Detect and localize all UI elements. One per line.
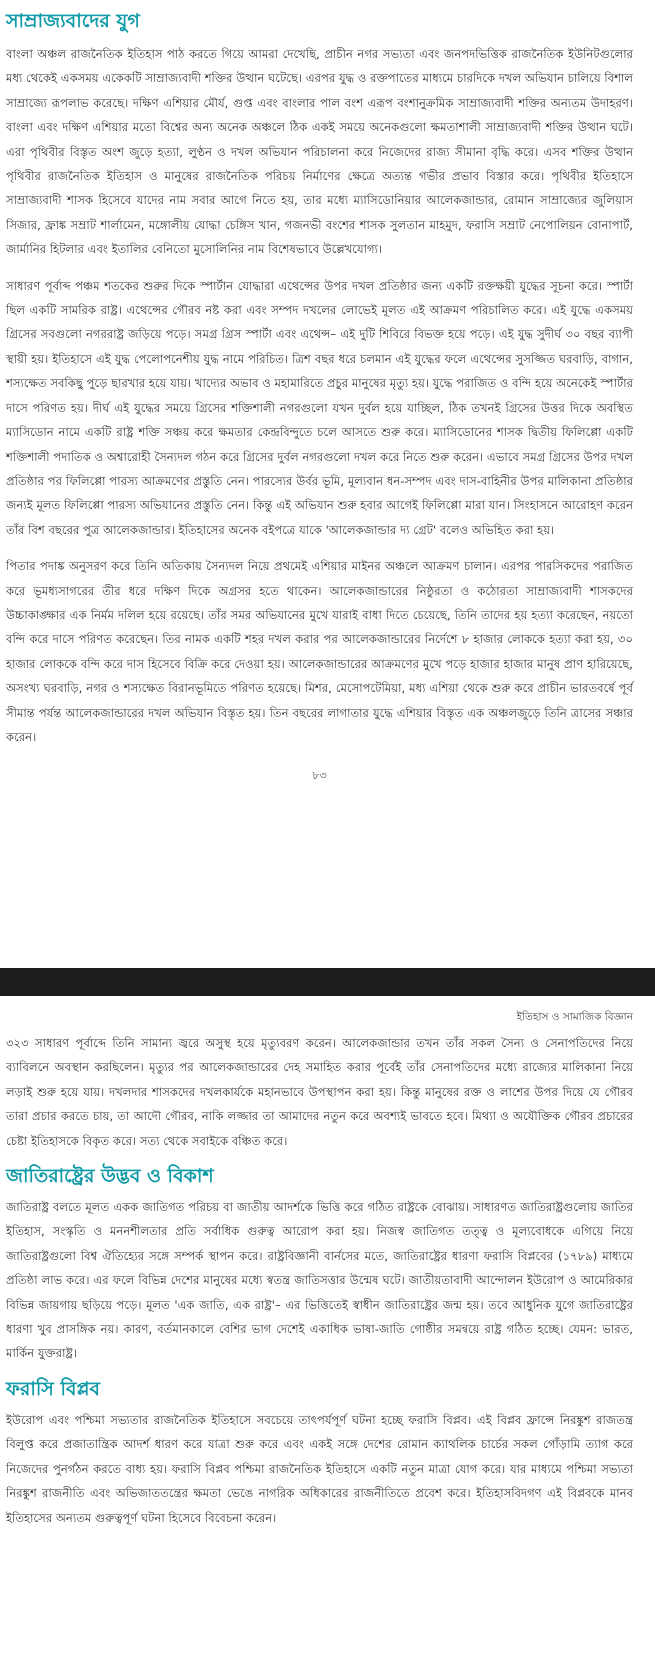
paragraph-imperialism-intro: বাংলা অঞ্চল রাজনৈতিক ইতিহাস পাঠ করতে গিয়ে আমরা দেখেছি, প্রাচীন নগর সভ্যতা এবং জনপদভিত্তিক রাজনৈতিক ইউনিটগুলোর মধ্য থেকেই একসময় একেকটি সাম্রাজ্যবাদী শক্তির উত্থান ঘটেছে। এরপর যুদ্ধ ও রক্তপাতের মাধ্যমে চারদিকে দখল অভিযান চালিয়ে বিশাল সাম্রাজ্যে রূপলাভ করেছে। দক্ষিণ এশিয়ার মৌর্য, গুপ্ত এবং বাংলার পাল বংশ এরূপ বংশানুক্রমিক সাম্রাজ্যবাদী শক্তির অন্যতম উদাহরণ। বাংলা এবং দক্ষিণ এশিয়ার মতো বিশ্বের অন্য অনেক অঞ্চলে ঠিক একই সময়ে অনেকগুলো ক্ষমতাশালী সাম্রাজ্যবাদী শক্তির উত্থান ঘটে। এরা পৃথিবীর বিস্তৃত অংশ জুড়ে হত্যা, লুণ্ঠন ও দখল অভিযান পরিচালনা করে নিজেদের রাজ্য সীমানা বৃদ্ধি করে। এসব শক্তির উত্থান পৃথিবীর রাজনৈতিক ইতিহাস ও মানুষের রাজনৈতিক পরিচয় নির্মাণের ক্ষেত্রে অত্যন্ত গভীর প্রভাব বিস্তার করে। পৃথিবীর ইতিহাসে সাম্রাজ্যবাদী শাসক হিসেবে যাদের নাম সবার আগে নিতে হয়, তার মধ্যে ম্যাসিডোনিয়ার আলেকজান্ডার, রোমান সাম্রাজ্যের জুলিয়াস সিজার, ফ্রাঙ্ক সম্রাট শার্লামেন, মঙ্গোলীয় যোদ্ধা চেঙ্গিস খান, গজনভী বংশের শাসক সুলতান মাহমুদ, ফরাসি সম্রাট নেপোলিয়ন বোনাপার্ট, জার্মানির হিটলার এবং ইতালির বেনিতো মুসোলিনির নাম বিশেষভাবে উল্লেখযোগ্য।	[6, 47, 634, 257]
book-page-84	[0, 996, 655, 1673]
page-number: ৮৩	[312, 769, 327, 783]
paragraph-french-revolution: ইউরোপ এবং পশ্চিমা সভ্যতার রাজনৈতিক ইতিহাসে সবচেয়ে তাৎপর্যপূর্ণ ঘটনা হচ্ছে ফরাসি বিপ্লব। এই বিপ্লব ফ্রান্সে নিরঙ্কুশ রাজতন্ত্র বিলুপ্ত করে প্রজাতান্ত্রিক আদর্শ ধারণ করে যাত্রা শুরু করে এবং একই সঙ্গে দেশের রোমান ক্যাথলিক চার্চের সকল গোঁড়ামি ত্যাগ করে নিজেদের পুনর্গঠন করতে বাধ্য হয়। ফরাসি বিপ্লব পশ্চিমা রাজনৈতিক ইতিহাসে একটি নতুন মাত্রা যোগ করে। যার মাধ্যমে পশ্চিমা সভ্যতা নিরঙ্কুশ রাজনীতি এবং অভিজাততন্ত্রের ক্ষমতা ভেঙে নাগরিক অধিকারের রাজনীতিতে প্রবেশ করে। ইতিহাসবিদগণ এই বিপ্লবকে মানব ইতিহাসের অন্যতম গুরুত্বপূর্ণ ঘটনা হিসেবে বিবেচনা করেন।	[6, 1412, 633, 1525]
paragraph-alexander-campaign: পিতার পদাঙ্ক অনুসরণ করে তিনি অতিকায় সৈন্যদল নিয়ে প্রথমেই এশিয়ার মাইনর অঞ্চলে আক্রমণ চালান। এরপর পারসিকদের পরাজিত করে ভূমধ্যসাগরের তীর ধরে দক্ষিণ দিকে অগ্রসর হতে থাকেন। আলেকজান্ডারের নিষ্ঠুরতা ও কঠোরতা সাম্রাজ্যবাদী শাসকদের উচ্চাকাঙ্ক্ষার এক নির্মম দলিল হয়ে রয়েছে। তাঁর সমর অভিযানের মুখে যারাই বাধা দিতে চেয়েছে, তিনি তাদের হয় হত্যা করেছেন, নয়তো বন্দি করে দাসে পরিণত করেছেন। তির নামক একটি শহর দখল করার পর আলেকজান্ডারের নির্দেশে ৮ হাজার লোককে হত্যা করা হয়, ৩০ হাজার লোককে বন্দি করে দাস হিসেবে বিক্রি করে দেওয়া হয়। আলেকজান্ডারের আক্রমণের মুখে পড়ে হাজার হাজার মানুষ প্রাণ হারিয়েছে, অসংখ্য ঘরবাড়ি, নগর ও শস্যক্ষেত বিরানভূমিতে পরিণত হয়েছে। মিশর, মেসোপটেমিয়া, মধ্য এশিয়া থেকে শুরু করে প্রাচীন ভারতবর্ষে পূর্ব সীমান্ত পর্যন্ত আলেকজান্ডারের দখল অভিযান বিস্তৃত হয়। তিন বছরের লাগাতার যুদ্ধে এশিয়ার বিস্তৃত এক অঞ্চলজুড়ে তিনি ত্রাসের সঞ্চার করেন।	[6, 559, 633, 744]
paragraph-peloponnesian-war: সাধারণ পূর্বাব্দ পঞ্চম শতকের শুরুর দিকে স্পার্টান যোদ্ধারা এথেন্সের উপর দখল প্রতিষ্ঠার জন্য একটি রক্তক্ষয়ী যুদ্ধের সূচনা করে। স্পার্টা ছিল একটি সামরিক রাষ্ট্র। এথেন্সের গৌরব নষ্ট করা এবং সম্পদ দখলের লোভেই মূলত এই আক্রমণ পরিচালিত করে। এই যুদ্ধে একসময় গ্রিসের সবগুলো নগররাষ্ট্র জড়িয়ে পড়ে। সমগ্র গ্রিস স্পার্টা এবং এথেন্স– এই দুটি শিবিরে বিভক্ত হয়ে পড়ে। এই যুদ্ধ সুদীর্ঘ ৩০ বছর ব্যাপী স্থায়ী হয়। ইতিহাসে এই যুদ্ধ পেলোপনেশীয় যুদ্ধ নামে পরিচিত। ত্রিশ বছর ধরে চলমান এই যুদ্ধের ফলে এথেন্সের সুসজ্জিত ঘরবাড়ি, বাগান, শস্যক্ষেত সবকিছু পুড়ে ছারখার হয়ে যায়। খাদ্যের অভাব ও মহামারিতে প্রচুর মানুষের মৃত্যু হয়। যুদ্ধে পরাজিত ও বন্দি হয়ে অনেকেই স্পার্টার দাসে পরিণত হয়। দীর্ঘ এই যুদ্ধের সময়ে গ্রিসের শক্তিশালী নগরগুলো যখন দুর্বল হয়ে যাচ্ছিল, ঠিক তখনই গ্রিসের উত্তর দিকে অবস্থিত ম্যাসিডোন নামে একটি রাষ্ট্র শক্তি সঞ্চয় করে ক্ষমতার কেন্দ্রবিন্দুতে চলে আসতে শুরু করে। ম্যাসিডোনের শাসক দ্বিতীয় ফিলিপ্পো একটি শক্তিশালী পদাতিক ও অশ্বারোহী সৈন্যদল গঠন করে গ্রিসের দুর্বল নগরগুলো দখল করে নিতে শুরু করেন। এভাবে সমগ্র গ্রিসের উপর দখল প্রতিষ্ঠার পর ফিলিপ্পো পারস্য আক্রমণের প্রস্তুতি নেন। পারস্যের উর্বর ভূমি, মূল্যবান ধন-সম্পদ এবং দাস-বাহিনীর উপর মালিকানা প্রতিষ্ঠার জন্যই মূলত ফিলিপ্পো পারস্য অভিযানের প্রস্তুতি নেন। কিন্তু এই অভিযান শুরু হবার আগেই ফিলিপ্পো মারা যান। সিংহাসনে আরোহণ করেন তাঁর বিশ বছরের পুত্র আলেকজান্ডার। ইতিহাসের অনেক বইপত্রে যাকে 'আলেকজান্ডার দ্য গ্রেট' বলেও অভিহিত করা হয়।	[6, 278, 633, 537]
running-header: ইতিহাস ও সামাজিক বিজ্ঞান	[516, 1011, 633, 1023]
section-title-imperialism: সাম্রাজ্যবাদের যুগ	[6, 10, 140, 32]
section-title-nation-state: জাতিরাষ্ট্রের উদ্ভব ও বিকাশ	[6, 1165, 214, 1188]
page-separator	[0, 968, 655, 996]
section-title-french-revolution: ফরাসি বিপ্লব	[6, 1377, 101, 1400]
paragraph-alexander-death: ৩২৩ সাধারণ পূর্বাব্দে তিনি সামান্য জ্বরে অসুস্থ হয়ে মৃত্যুবরণ করেন। আলেকজান্ডার তখন তাঁর সকল সৈন্য ও সেনাপতিদের নিয়ে ব্যাবিলনে অবস্থান করছিলেন। মৃত্যুর পর আলেকজান্ডারের দেহ সমাহিত করার পূর্বেই তাঁর সেনাপতিদের মধ্যে রাজ্যের মালিকানা নিয়ে লড়াই শুরু হয়ে যায়। দখলদার শাসকদের দখলকার্যকে মহানভাবে উপস্থাপন করা হয়। কিন্তু মানুষের রক্ত ও লাশের উপর দিয়ে যে গৌরব তারা প্রচার করতে চায়, তা আদৌ গৌরব, নাকি লজ্জার তা আমাদের নতুন করে অবশ্যই ভাবতে হবে। মিথ্যা ও অযৌক্তিক গৌরব প্রচারের চেষ্টা ইতিহাসকে বিকৃত করে। সত্য থেকে সবাইকে বঞ্চিত করে।	[6, 1036, 633, 1148]
paragraph-nation-state: জাতিরাষ্ট্র বলতে মূলত একক জাতিগত পরিচয় বা জাতীয় আদর্শকে ভিত্তি করে গঠিত রাষ্ট্রকে বোঝায়। সাধারণত জাতিরাষ্ট্রগুলোয় জাতির ইতিহাস, সংস্কৃতি ও মননশীলতার প্রতি সর্বাধিক গুরুত্ব আরোপ করা হয়। নিজস্ব জাতিগত তত্ত্ব ও মূল্যবোধকে এগিয়ে নিয়ে জাতিরাষ্ট্রগুলো বিশ্ব ঐতিহ্যের সঙ্গে সম্পর্ক স্থাপন করে। রাষ্ট্রবিজ্ঞানী বার্নসের মতে, জাতিরাষ্ট্রের ধারণা ফরাসি বিপ্লবের (১৭৮৯) মাধ্যমে প্রতিষ্ঠা লাভ করে। এর ফলে বিভিন্ন দেশের মানুষের মধ্যে স্বতন্ত্র জাতিসত্তার উন্মেষ ঘটে। জাতীয়তাবাদী আন্দোলন ইউরোপ ও আমেরিকার বিভিন্ন জায়গায় ছড়িয়ে পড়ে। মূলত 'এক জাতি, এক রাষ্ট্র'– এর ভিত্তিতেই স্বাধীন জাতিরাষ্ট্রের জন্ম হয়। তবে আধুনিক যুগে জাতিরাষ্ট্রের ধারণা খুব প্রাসঙ্গিক নয়। কারণ, বর্তমানকালে বেশির ভাগ দেশেই একাধিক ভাষা-জাতি গোষ্ঠীর সমন্বয়ে রাষ্ট্র গঠিত হচ্ছে। যেমন: ভারত, মার্কিন যুক্তরাষ্ট্র।	[6, 1200, 633, 1361]
